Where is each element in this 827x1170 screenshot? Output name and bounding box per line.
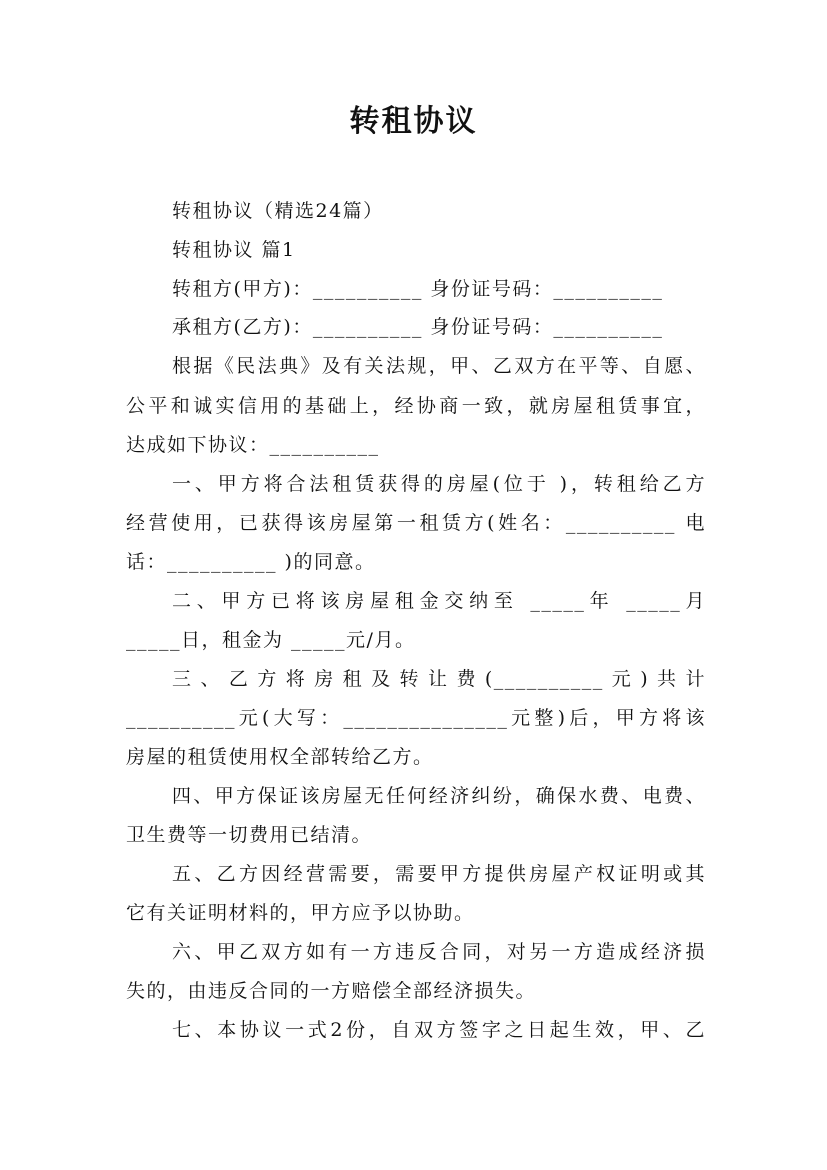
clause-4-line: 四、甲方保证该房屋无任何经济纠纷，确保水费、电费、 xyxy=(172,785,706,807)
preamble-line: 公平和诚实信用的基础上，经协商一致，就房屋租赁事宜， xyxy=(126,395,706,417)
party-a-line: 转租方(甲方)：__________ 身份证号码：__________ xyxy=(172,278,664,300)
clause-6-line: 失的，由违反合同的一方赔偿全部经济损失。 xyxy=(126,980,537,1002)
clause-1-line: 话：__________ )的同意。 xyxy=(126,551,376,573)
preamble-line: 达成如下协议：__________ xyxy=(126,434,380,456)
clause-3-line: 房屋的租赁使用权全部转给乙方。 xyxy=(126,746,434,768)
clause-3-line: __________元(大写：_______________元整)后，甲方将该 xyxy=(126,707,706,729)
clause-5-line: 五、乙方因经营需要，需要甲方提供房屋产权证明或其 xyxy=(172,863,706,885)
subtitle-line: 转租协议（精选24篇） xyxy=(172,200,384,222)
clause-6-line: 六、甲乙双方如有一方违反合同，对另一方造成经济损 xyxy=(172,941,706,963)
clause-2-line: 二、甲方已将该房屋租金交纳至 _____年 _____月 xyxy=(172,590,706,612)
clause-1-line: 经营使用，已获得该房屋第一租赁方(姓名：__________ 电 xyxy=(126,512,706,534)
section-heading: 转租协议 篇1 xyxy=(172,239,296,261)
clause-7-line: 七、本协议一式2份，自双方签字之日起生效，甲、乙 xyxy=(172,1019,706,1041)
clause-2-line: _____日，租金为 _____元/月。 xyxy=(126,629,416,651)
party-b-line: 承租方(乙方)：__________ 身份证号码：__________ xyxy=(172,316,664,338)
clause-4-line: 卫生费等一切费用已结清。 xyxy=(126,824,373,846)
clause-5-line: 它有关证明材料的，甲方应予以协助。 xyxy=(126,902,475,924)
preamble-line: 根据《民法典》及有关法规，甲、乙双方在平等、自愿、 xyxy=(172,355,706,377)
clause-3-line: 三、乙方将房租及转让费(__________元)共计 xyxy=(172,668,706,690)
document-title: 转租协议 xyxy=(349,104,478,139)
clause-1-line: 一、甲方将合法租赁获得的房屋(位于 )，转租给乙方 xyxy=(172,473,706,495)
